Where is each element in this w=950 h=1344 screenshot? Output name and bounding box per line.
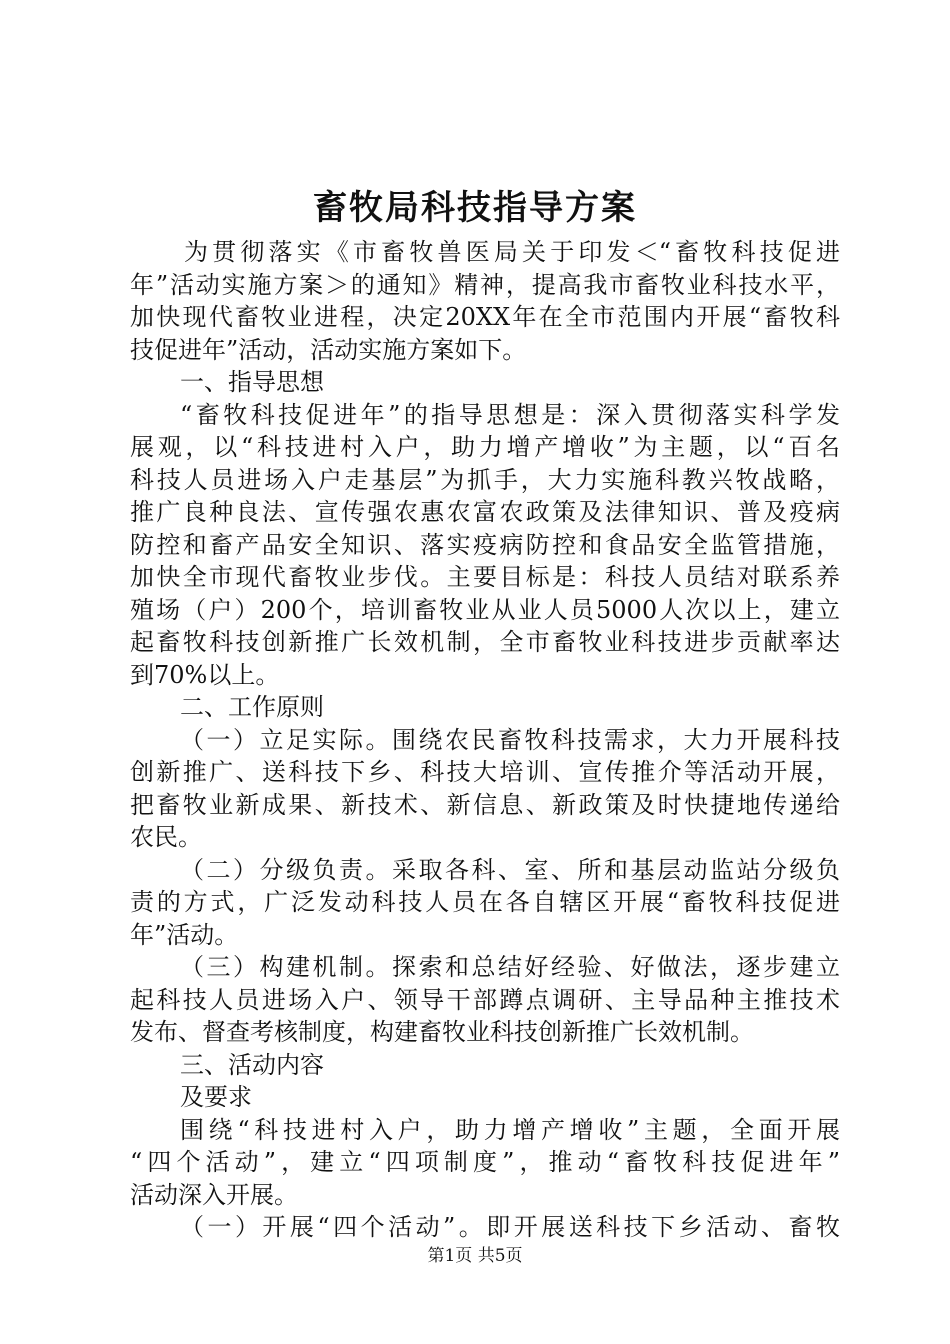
body-line: 活动深入开展。 <box>130 1180 298 1209</box>
section-heading: 三、活动内容 <box>180 1050 324 1079</box>
body-line: “畜牧科技促进年”的指导思想是：深入贯彻落实科学发 <box>180 400 840 429</box>
body-line: “四个活动”，建立“四项制度”，推动“畜牧科技促进年” <box>130 1148 840 1176</box>
body-line: 年”活动实施方案＞的通知》精神，提高我市畜牧业科技水平， <box>130 270 840 299</box>
body-line: （一）开展“四个活动”。即开展送科技下乡活动、畜牧 <box>180 1213 840 1241</box>
document-title: 畜牧局科技指导方案 <box>313 188 637 228</box>
body-line: 发布、督查考核制度，构建畜牧业科技创新推广长效机制。 <box>130 1018 754 1046</box>
body-line: 把畜牧业新成果、新技术、新信息、新政策及时快捷地传递给 <box>130 790 840 819</box>
body-line: （二）分级负责。采取各科、室、所和基层动监站分级负 <box>180 855 840 884</box>
body-line: 殖场（户）200个，培训畜牧业从业人员5000人次以上，建立 <box>130 595 840 624</box>
section-heading: 一、指导思想 <box>180 368 324 396</box>
body-line: 起科技人员进场入户、领导干部蹲点调研、主导品种主推技术 <box>130 985 840 1014</box>
section-heading: 二、工作原则 <box>180 693 324 721</box>
body-line: （一）立足实际。围绕农民畜牧科技需求，大力开展科技 <box>180 725 840 754</box>
body-line: 年”活动。 <box>130 920 239 949</box>
body-line: 加快现代畜牧业进程，决定20XX年在全市范围内开展“畜牧科 <box>130 303 840 331</box>
body-line: 到70%以上。 <box>130 660 280 689</box>
body-line: 加快全市现代畜牧业步伐。主要目标是：科技人员结对联系养 <box>130 563 840 591</box>
body-line: 科技人员进场入户走基层”为抓手，大力实施科教兴牧战略， <box>130 465 840 494</box>
body-line: 防控和畜产品安全知识、落实疫病防控和食品安全监管措施， <box>130 530 840 559</box>
page-footer: 第1页 共5页 <box>427 1246 523 1266</box>
body-line: 起畜牧科技创新推广长效机制，全市畜牧业科技进步贡献率达 <box>130 628 840 656</box>
document-body <box>130 236 840 1244</box>
body-line: 围绕“科技进村入户，助力增产增收”主题，全面开展 <box>180 1115 840 1144</box>
body-line: 责的方式，广泛发动科技人员在各自辖区开展“畜牧科技促进 <box>130 888 840 916</box>
body-line: 展观，以“科技进村入户，助力增产增收”为主题，以“百名 <box>130 433 840 461</box>
body-line: 创新推广、送科技下乡、科技大培训、宣传推介等活动开展， <box>130 758 840 786</box>
body-line: 为贯彻落实《市畜牧兽医局关于印发＜“畜牧科技促进 <box>184 238 840 266</box>
body-line: 技促进年”活动，活动实施方案如下。 <box>130 335 527 364</box>
body-line: 农民。 <box>130 823 202 851</box>
section-heading: 及要求 <box>180 1083 252 1111</box>
body-line: 推广良种良法、宣传强农惠农富农政策及法律知识、普及疫病 <box>130 498 840 526</box>
body-line: （三）构建机制。探索和总结好经验、好做法，逐步建立 <box>180 953 840 981</box>
